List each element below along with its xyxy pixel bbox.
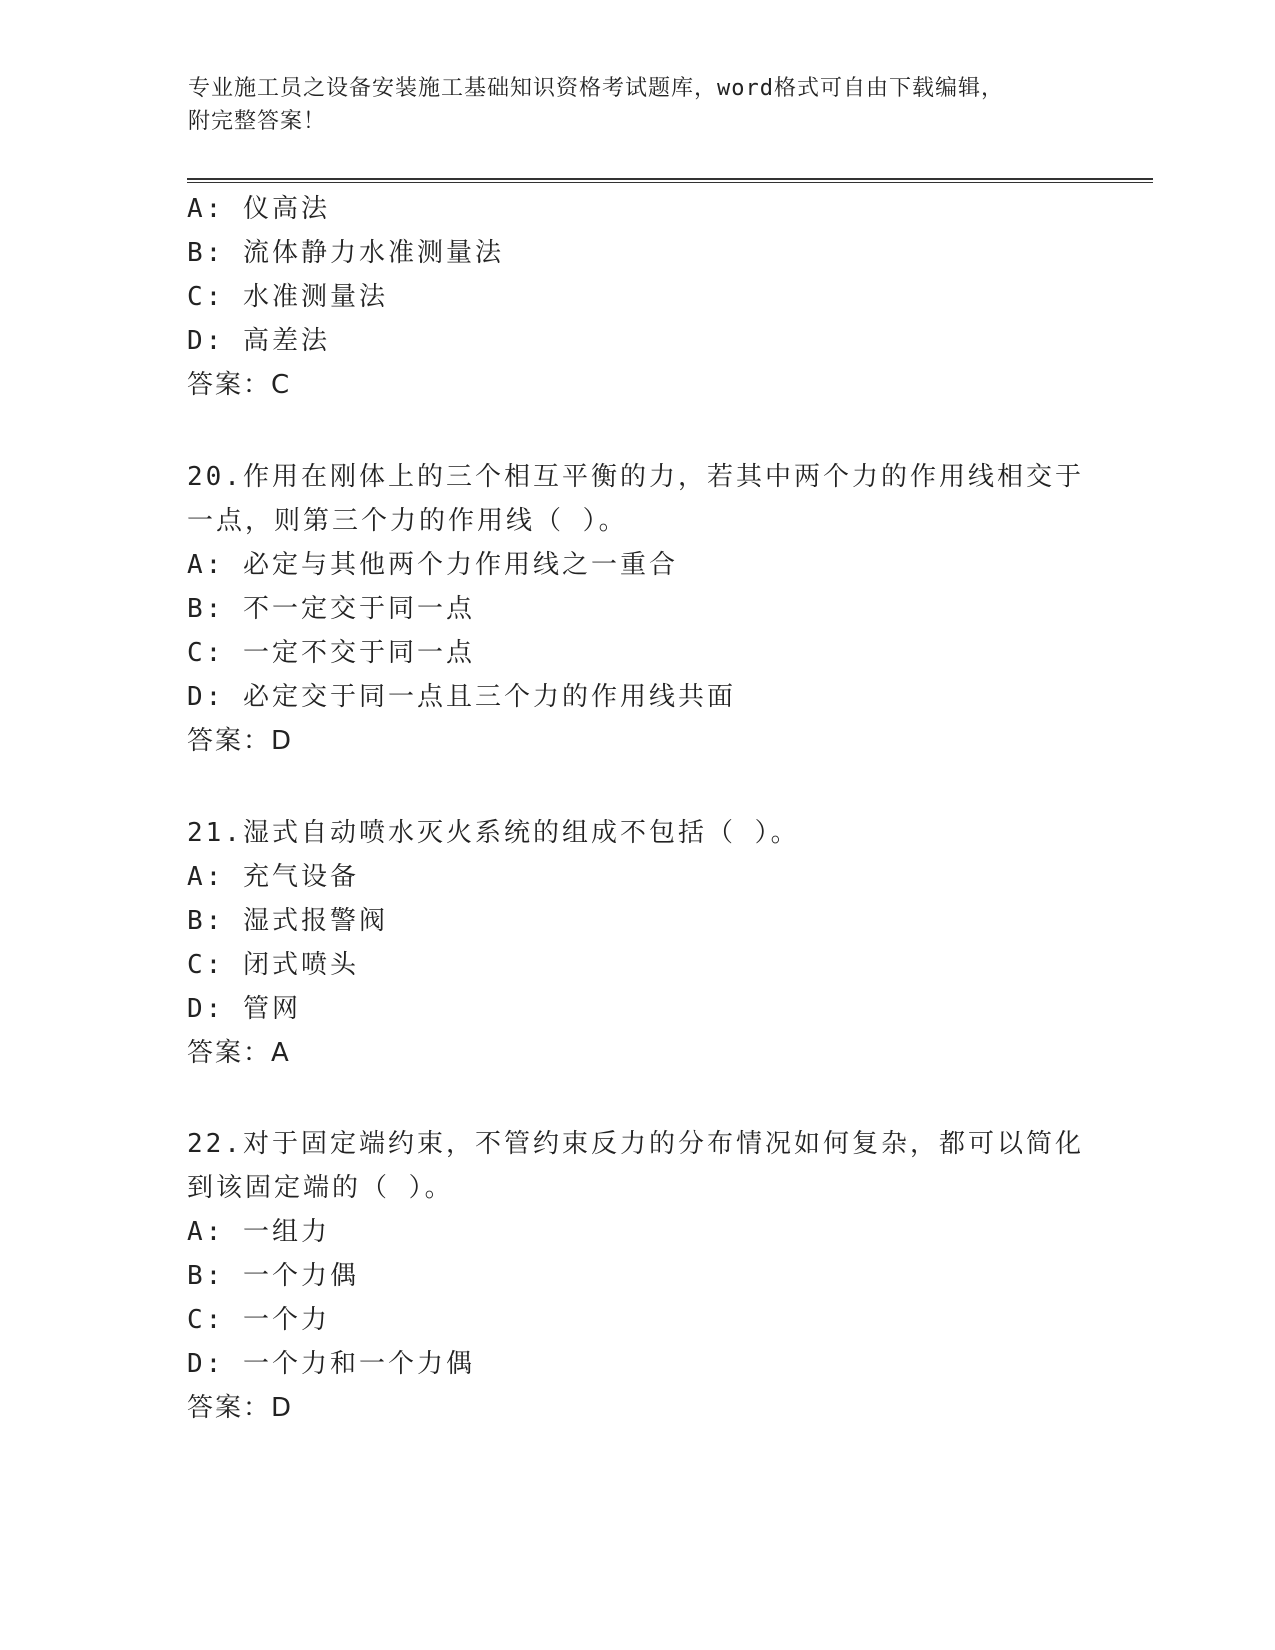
q21-answer: 答案：A [187,1038,291,1068]
q22-stem-line-1: 22.对于固定端约束，不管约束反力的分布情况如何复杂，都可以简化 [187,1129,1084,1159]
q20-option-b: B: 不一定交于同一点 [187,594,475,624]
q20-option-d: D: 必定交于同一点且三个力的作用线共面 [187,682,736,712]
q19-option-a: A: 仪高法 [187,194,330,224]
q21-option-a: A: 充气设备 [187,862,359,892]
q19-option-b: B: 流体静力水准测量法 [187,238,504,268]
q21-option-b: B: 湿式报警阀 [187,906,388,936]
q20-stem-line-1: 20.作用在刚体上的三个相互平衡的力，若其中两个力的作用线相交于 [187,462,1084,492]
q21-option-d: D: 管网 [187,994,301,1024]
q20-option-a: A: 必定与其他两个力作用线之一重合 [187,550,678,580]
q19-option-c: C: 水准测量法 [187,282,388,312]
q20-answer: 答案：D [187,726,294,756]
q20-option-c: C: 一定不交于同一点 [187,638,475,668]
q19-answer: 答案：C [187,370,292,400]
header-line-1: 专业施工员之设备安装施工基础知识资格考试题库，word格式可自由下载编辑， [188,76,1004,101]
document-header [188,72,1078,138]
header-divider-thick [187,178,1153,180]
q21-stem-line-1: 21.湿式自动喷水灭火系统的组成不包括（ ）。 [187,818,800,848]
q22-stem-line-2: 到该固定端的（ ）。 [187,1173,454,1203]
q19-option-d: D: 高差法 [187,326,330,356]
header-line-2: 附完整答案！ [188,109,327,134]
q20-stem-line-2: 一点，则第三个力的作用线（ ）。 [187,506,628,536]
q22-option-b: B: 一个力偶 [187,1261,359,1291]
q22-option-a: A: 一组力 [187,1217,330,1247]
q22-answer: 答案：D [187,1393,294,1423]
q22-option-d: D: 一个力和一个力偶 [187,1349,475,1379]
q22-option-c: C: 一个力 [187,1305,330,1335]
header-divider-thin [187,182,1153,183]
q21-option-c: C: 闭式喷头 [187,950,359,980]
